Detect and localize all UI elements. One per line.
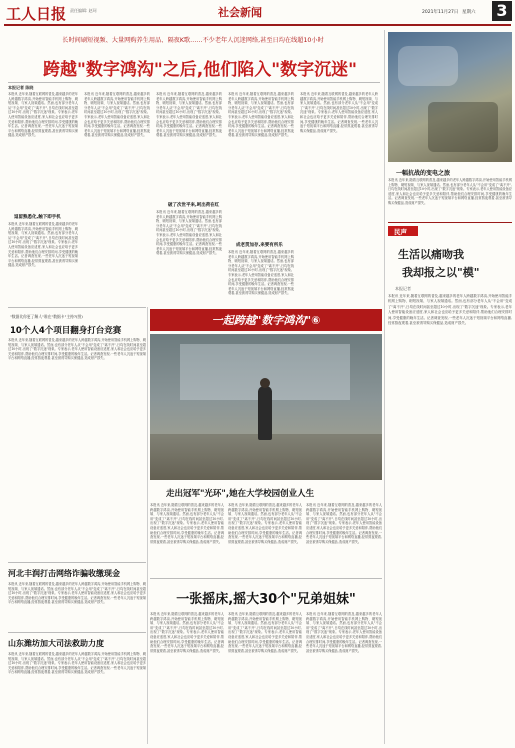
banner-title: 一起跨越"数字鸿沟"⑥ (211, 314, 321, 327)
main-photo-caption: 走出冠军"光环",她在大学校园创业人生 (166, 489, 315, 499)
left-story-1-kicker: "数据比你更了解人"谁在"数据卡"主持?(图) (10, 314, 83, 319)
left-story-2-headline: 河北丰润打击网络诈骗收缴现金 (8, 569, 120, 578)
bottom-col-1: 本报讯 近年来,随着互联网的普及,越来越多的老年人跨越数字鸿沟,开始使用智能手机网上购物、刷短视频、与家人视频通话。然而,也有部分老年人从"不会用"变成了"离不开",日均在线时间甚至超过10小时,出现了"数字沉迷"现象。专家表示,老年人使用智能设备应适度,家人和社会也应给予更多关爱和陪伴,帮助他们合理安排时间,享受健康的晚年生活。记者调查发现,一些老年人沉迷于短视频平台和网络直播,经常熬夜观看,甚至被诱导购买保健品,造成财产损失。 (150, 612, 224, 653)
center-col-2: 本报讯 近年来,随着互联网的普及,越来越多的老年人跨越数字鸿沟,开始使用智能手机网上购物、刷短视频、与家人视频通话。然而,也有部分老年人从"不会用"变成了"离不开",日均在线时间甚至超过10小时,出现了"数字沉迷"现象。专家表示,老年人使用智能设备应适度,家人和社会也应给予更多关爱和陪伴,帮助他们合理安排时间,享受健康的晚年生活。记者调查发现,一些老年人沉迷于短视频平台和网络直播,经常熬夜观看,甚至被诱导购买保健品,造成财产损失。 (228, 503, 302, 544)
col-rule-right (384, 30, 385, 744)
newspaper-logo: 工人日报 (6, 5, 67, 23)
photo-light-patch (398, 46, 458, 86)
left-divider-1 (8, 307, 146, 308)
left-story-3-headline: 山东潍坊加大司法救助力度 (8, 639, 104, 648)
lead-col-3b: 本报讯 近年来,随着互联网的普及,越来越多的老年人跨越数字鸿沟,开始使用智能手机网上购物、刷短视频、与家人视频通话。然而,也有部分老年人从"不会用"变成了"离不开",日均在线时间甚至超过10小时,出现了"数字沉迷"现象。专家表示,老年人使用智能设备应适度,家人和社会也应给予更多关爱和陪伴,帮助他们合理安排时间,享受健康的晚年生活。记者调查发现,一些老年人沉迷于短视频平台和网络直播,经常熬夜观看,甚至被诱导购买保健品,造成财产损失。 (156, 210, 222, 256)
minsheng-title-2: 我却报之以"模" (402, 266, 480, 279)
center-col-3: 本报讯 近年来,随着互联网的普及,越来越多的老年人跨越数字鸿沟,开始使用智能手机网上购物、刷短视频、与家人视频通话。然而,也有部分老年人从"不会用"变成了"离不开",日均在线时间甚至超过10小时,出现了"数字沉迷"现象。专家表示,老年人使用智能设备应适度,家人和社会也应给予更多关爱和陪伴,帮助他们合理安排时间,享受健康的晚年生活。记者调查发现,一些老年人沉迷于短视频平台和网络直播,经常熬夜观看,甚至被诱导购买保健品,造成财产损失。 (306, 503, 382, 544)
photo-figure-head (260, 378, 270, 388)
lead-divider (8, 82, 380, 83)
minsheng-label-box (388, 226, 418, 236)
lead-headline: 跨越"数字鸿沟"之后,他们陷入"数字沉迷" (43, 60, 357, 80)
minsheng-body: 本报讯 近年来,随着互联网的普及,越来越多的老年人跨越数字鸿沟,开始使用智能手机网上购物、刷短视频、与家人视频通话。然而,也有部分老年人从"不会用"变成了"离不开",日均在线时间甚至超过10小时,出现了"数字沉迷"现象。专家表示,老年人使用智能设备应适度,家人和社会也应给予更多关爱和陪伴,帮助他们合理安排时间,享受健康的晚年生活。记者调查发现,一些老年人沉迷于短视频平台和网络直播,经常熬夜观看,甚至被诱导购买保健品,造成财产损失。 (388, 294, 512, 326)
right-photo-caption: 一幅抗战的变电之旅 (396, 170, 451, 177)
photo-dark-patch (428, 102, 498, 152)
minsheng-byline: 本报记者 (395, 286, 411, 291)
lead-col-4b: 本报讯 近年来,随着互联网的普及,越来越多的老年人跨越数字鸿沟,开始使用智能手机网上购物、刷短视频、与家人视频通话。然而,也有部分老年人从"不会用"变成了"离不开",日均在线时间甚至超过10小时,出现了"数字沉迷"现象。专家表示,老年人使用智能设备应适度,家人和社会也应给予更多关爱和陪伴,帮助他们合理安排时间,享受健康的晚年生活。记者调查发现,一些老年人沉迷于短视频平台和网络直播,经常熬夜观看,甚至被诱导购买保健品,造成财产损失。 (228, 250, 294, 296)
bottom-col-3: 本报讯 近年来,随着互联网的普及,越来越多的老年人跨越数字鸿沟,开始使用智能手机网上购物、刷短视频、与家人视频通话。然而,也有部分老年人从"不会用"变成了"离不开",日均在线时间甚至超过10小时,出现了"数字沉迷"现象。专家表示,老年人使用智能设备应适度,家人和社会也应给予更多关爱和陪伴,帮助他们合理安排时间,享受健康的晚年生活。记者调查发现,一些老年人沉迷于短视频平台和网络直播,经常熬夜观看,甚至被诱导购买保健品,造成财产损失。 (306, 612, 382, 653)
right-photo-text: 本报讯 近年来,随着互联网的普及,越来越多的老年人跨越数字鸿沟,开始使用智能手机网上购物、刷短视频、与家人视频通话。然而,也有部分老年人从"不会用"变成了"离不开",日均在线时间甚至超过10小时,出现了"数字沉迷"现象。专家表示,老年人使用智能设备应适度,家人和社会也应给予更多关爱和陪伴,帮助他们合理安排时间,享受健康的晚年生活。记者调查发现,一些老年人沉迷于短视频平台和网络直播,经常熬夜观看,甚至被诱导购买保健品,造成财产损失。 (388, 178, 512, 205)
left-story-3-body: 本报讯 近年来,随着互联网的普及,越来越多的老年人跨越数字鸿沟,开始使用智能手机网上购物、刷短视频、与家人视频通话。然而,也有部分老年人从"不会用"变成了"离不开",日均在线时间甚至超过10小时,出现了"数字沉迷"现象。专家表示,老年人使用智能设备应适度,家人和社会也应给予更多关爱和陪伴,帮助他们合理安排时间,享受健康的晚年生活。记者调查发现,一些老年人沉迷于短视频平台和网络直播,经常熬夜观看,甚至被诱导购买保健品,造成财产损失。 (8, 652, 146, 675)
left-divider-2 (8, 562, 146, 563)
left-story-1-body: 本报讯 近年来,随着互联网的普及,越来越多的老年人跨越数字鸿沟,开始使用智能手机网上购物、刷短视频、与家人视频通话。然而,也有部分老年人从"不会用"变成了"离不开",日均在线时间甚至超过10小时,出现了"数字沉迷"现象。专家表示,老年人使用智能设备应适度,家人和社会也应给予更多关爱和陪伴,帮助他们合理安排时间,享受健康的晚年生活。记者调查发现,一些老年人沉迷于短视频平台和网络直播,经常熬夜观看,甚至被诱导购买保健品,造成财产损失。 (8, 338, 146, 361)
right-photo (388, 32, 512, 162)
left-story-1-headline: 10个人4个项目翻身打台竞赛 (10, 326, 122, 336)
lead-col-1b: 本报讯 近年来,随着互联网的普及,越来越多的老年人跨越数字鸿沟,开始使用智能手机网上购物、刷短视频、与家人视频通话。然而,也有部分老年人从"不会用"变成了"离不开",日均在线时间甚至超过10小时,出现了"数字沉迷"现象。专家表示,老年人使用智能设备应适度,家人和社会也应给予更多关爱和陪伴,帮助他们合理安排时间,享受健康的晚年生活。记者调查发现,一些老年人沉迷于短视频平台和网络直播,经常熬夜观看,甚至被诱导购买保健品,造成财产损失。 (8, 222, 78, 268)
center-col-1: 本报讯 近年来,随着互联网的普及,越来越多的老年人跨越数字鸿沟,开始使用智能手机网上购物、刷短视频、与家人视频通话。然而,也有部分老年人从"不会用"变成了"离不开",日均在线时间甚至超过10小时,出现了"数字沉迷"现象。专家表示,老年人使用智能设备应适度,家人和社会也应给予更多关爱和陪伴,帮助他们合理安排时间,享受健康的晚年生活。记者调查发现,一些老年人沉迷于短视频平台和网络直播,经常熬夜观看,甚至被诱导购买保健品,造成财产损失。 (150, 503, 224, 544)
section-title: 社会新闻 (218, 6, 262, 19)
masthead-rule (4, 24, 511, 26)
photo-floor (150, 434, 382, 480)
col-rule-left (147, 307, 148, 744)
lead-subhead-3: 成老贯加存,来要有所乐 (236, 243, 283, 248)
lead-col-4: 本报讯 近年来,随着互联网的普及,越来越多的老年人跨越数字鸿沟,开始使用智能手机网上购物、刷短视频、与家人视频通话。然而,也有部分老年人从"不会用"变成了"离不开",日均在线时间甚至超过10小时,出现了"数字沉迷"现象。专家表示,老年人使用智能设备应适度,家人和社会也应给予更多关爱和陪伴,帮助他们合理安排时间,享受健康的晚年生活。记者调查发现,一些老年人沉迷于短视频平台和网络直播,经常熬夜观看,甚至被诱导购买保健品,造成财产损失。 (228, 92, 294, 138)
lead-subhead-1: 逗留熟悉化,触下即手机 (14, 215, 61, 220)
main-photo (150, 334, 382, 480)
lead-byline: 本报记者 陈晓 (8, 85, 34, 90)
issue-weekday: 星期六 (462, 10, 476, 15)
lead-subhead-2: 破了次世平来,呵出荷在红 (168, 203, 220, 208)
issue-date: 2021年11月27日 (422, 10, 459, 15)
editor-note: 责任编辑: 赵珂 (70, 8, 97, 13)
masthead (0, 0, 515, 24)
minsheng-rule (388, 222, 512, 223)
bottom-headline: 一张摇床,摇大30个"兄弟姐妹" (176, 592, 356, 607)
page-number: 3 (492, 1, 512, 21)
minsheng-label: 民声 (394, 228, 407, 236)
lead-col-5: 本报讯 近年来,随着互联网的普及,越来越多的老年人跨越数字鸿沟,开始使用智能手机网上购物、刷短视频、与家人视频通话。然而,也有部分老年人从"不会用"变成了"离不开",日均在线时间甚至超过10小时,出现了"数字沉迷"现象。专家表示,老年人使用智能设备应适度,家人和社会也应给予更多关爱和陪伴,帮助他们合理安排时间,享受健康的晚年生活。记者调查发现,一些老年人沉迷于短视频平台和网络直播,经常熬夜观看,甚至被诱导购买保健品,造成财产损失。 (300, 92, 378, 133)
bottom-divider (150, 578, 382, 579)
lead-col-3: 本报讯 近年来,随着互联网的普及,越来越多的老年人跨越数字鸿沟,开始使用智能手机网上购物、刷短视频、与家人视频通话。然而,也有部分老年人从"不会用"变成了"离不开",日均在线时间甚至超过10小时,出现了"数字沉迷"现象。专家表示,老年人使用智能设备应适度,家人和社会也应给予更多关爱和陪伴,帮助他们合理安排时间,享受健康的晚年生活。记者调查发现,一些老年人沉迷于短视频平台和网络直播,经常熬夜观看,甚至被诱导购买保健品,造成财产损失。 (156, 92, 222, 138)
lead-col-1: 本报讯 近年来,随着互联网的普及,越来越多的老年人跨越数字鸿沟,开始使用智能手机网上购物、刷短视频、与家人视频通话。然而,也有部分老年人从"不会用"变成了"离不开",日均在线时间甚至超过10小时,出现了"数字沉迷"现象。专家表示,老年人使用智能设备应适度,家人和社会也应给予更多关爱和陪伴,帮助他们合理安排时间,享受健康的晚年生活。记者调查发现,一些老年人沉迷于短视频平台和网络直播,经常熬夜观看,甚至被诱导购买保健品,造成财产损失。 (8, 92, 78, 138)
left-divider-3 (8, 632, 146, 633)
lead-col-2: 本报讯 近年来,随着互联网的普及,越来越多的老年人跨越数字鸿沟,开始使用智能手机网上购物、刷短视频、与家人视频通话。然而,也有部分老年人从"不会用"变成了"离不开",日均在线时间甚至超过10小时,出现了"数字沉迷"现象。专家表示,老年人使用智能设备应适度,家人和社会也应给予更多关爱和陪伴,帮助他们合理安排时间,享受健康的晚年生活。记者调查发现,一些老年人沉迷于短视频平台和网络直播,经常熬夜观看,甚至被诱导购买保健品,造成财产损失。 (84, 92, 150, 138)
photo-figure (258, 386, 272, 440)
banner (150, 309, 382, 331)
bottom-col-2: 本报讯 近年来,随着互联网的普及,越来越多的老年人跨越数字鸿沟,开始使用智能手机网上购物、刷短视频、与家人视频通话。然而,也有部分老年人从"不会用"变成了"离不开",日均在线时间甚至超过10小时,出现了"数字沉迷"现象。专家表示,老年人使用智能设备应适度,家人和社会也应给予更多关爱和陪伴,帮助他们合理安排时间,享受健康的晚年生活。记者调查发现,一些老年人沉迷于短视频平台和网络直播,经常熬夜观看,甚至被诱导购买保健品,造成财产损失。 (228, 612, 302, 653)
lead-kicker: 长时间刷短视频、大量网购养生用品、隔夜K歌……不少老年人沉迷网络,甚至日均在线超10小时 (62, 37, 324, 44)
left-story-2-body: 本报讯 近年来,随着互联网的普及,越来越多的老年人跨越数字鸿沟,开始使用智能手机网上购物、刷短视频、与家人视频通话。然而,也有部分老年人从"不会用"变成了"离不开",日均在线时间甚至超过10小时,出现了"数字沉迷"现象。专家表示,老年人使用智能设备应适度,家人和社会也应给予更多关爱和陪伴,帮助他们合理安排时间,享受健康的晚年生活。记者调查发现,一些老年人沉迷于短视频平台和网络直播,经常熬夜观看,甚至被诱导购买保健品,造成财产损失。 (8, 582, 146, 605)
minsheng-title-1: 生活以痛吻我 (398, 248, 464, 261)
